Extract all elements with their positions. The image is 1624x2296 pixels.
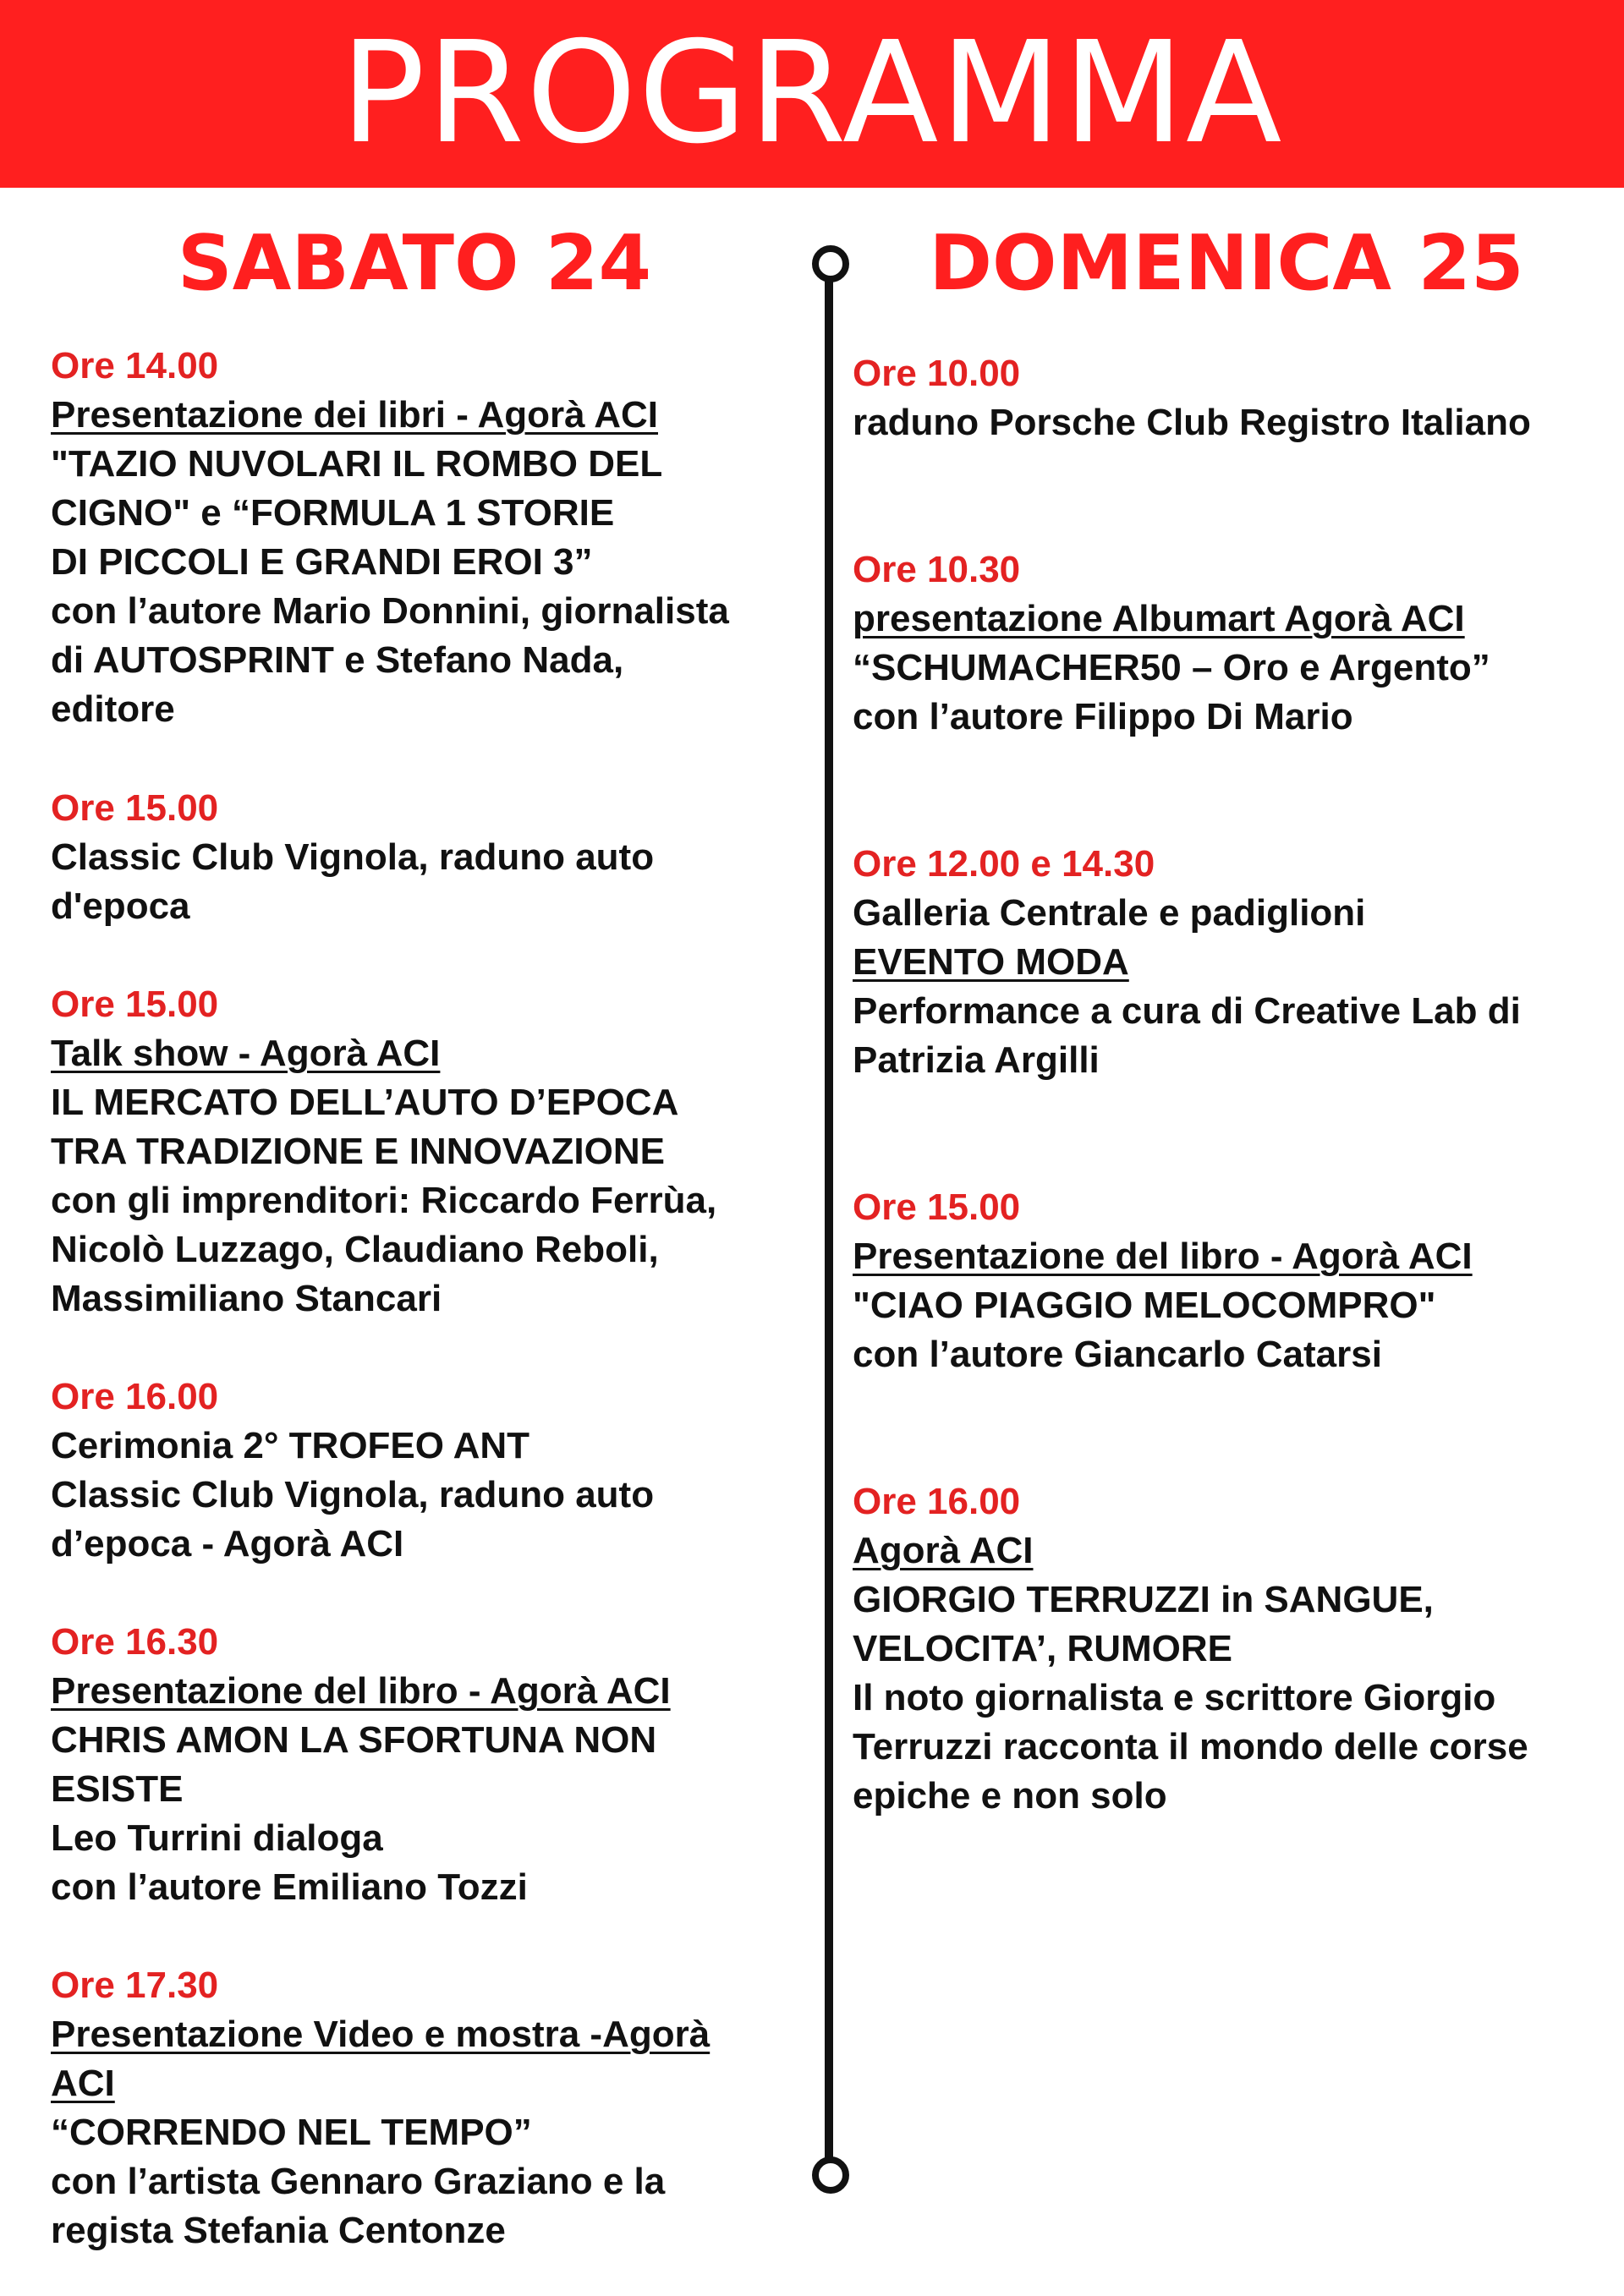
event-time: Ore 16.00	[853, 1481, 1021, 1522]
event-detail: "TAZIO NUVOLARI IL ROMBO DEL	[51, 443, 663, 485]
event-detail: con l’autore Emiliano Tozzi	[51, 1866, 528, 1908]
event-detail: Il noto giornalista e scrittore Giorgio	[853, 1677, 1496, 1718]
event-time: Ore 12.00 e 14.30	[853, 843, 1155, 885]
event-sunday-4	[853, 1183, 1614, 1379]
event-time: Ore 15.00	[853, 1186, 1021, 1228]
event-detail: con l’autore Filippo Di Mario	[853, 696, 1353, 737]
event-time: Ore 17.30	[51, 1964, 219, 2006]
event-detail: "CIAO PIAGGIO MELOCOMPRO"	[853, 1285, 1436, 1326]
event-detail: Classic Club Vignola, raduno auto	[51, 836, 655, 878]
event-detail: Classic Club Vignola, raduno auto	[51, 1474, 655, 1515]
event-saturday-4	[51, 1373, 812, 1569]
event-detail: DI PICCOLI E GRANDI EROI 3”	[51, 541, 593, 583]
event-headline: Agorà ACI	[853, 1530, 1034, 1571]
event-time: Ore 10.30	[853, 549, 1021, 590]
event-detail: Patrizia Argilli	[853, 1039, 1100, 1081]
event-detail: di AUTOSPRINT e Stefano Nada,	[51, 639, 624, 681]
event-time: Ore 15.00	[51, 984, 219, 1025]
event-saturday-6	[51, 1961, 812, 2255]
timeline-divider	[825, 260, 833, 2173]
event-detail: Nicolò Luzzago, Claudiano Reboli,	[51, 1229, 659, 1270]
event-detail: raduno Porsche Club Registro Italiano	[853, 402, 1531, 443]
event-detail: con l’autore Giancarlo Catarsi	[853, 1334, 1382, 1375]
event-time: Ore 16.30	[51, 1621, 219, 1663]
event-detail: con l’artista Gennaro Graziano e la	[51, 2161, 666, 2202]
event-detail: d’epoca - Agorà ACI	[51, 1523, 404, 1564]
event-headline: Presentazione dei libri - Agorà ACI	[51, 394, 658, 436]
event-headline: Talk show - Agorà ACI	[51, 1033, 441, 1074]
event-time: Ore 10.00	[853, 353, 1021, 394]
event-headline: Presentazione del libro - Agorà ACI	[853, 1236, 1473, 1277]
event-detail: Leo Turrini dialoga	[51, 1817, 383, 1859]
event-headline: Presentazione del libro - Agorà ACI	[51, 1670, 671, 1712]
event-sunday-1	[853, 349, 1614, 447]
event-detail: CIGNO" e “FORMULA 1 STORIE	[51, 492, 615, 534]
event-time: Ore 14.00	[51, 345, 219, 386]
event-detail: Galleria Centrale e padiglioni	[853, 892, 1366, 934]
event-saturday-3	[51, 980, 812, 1323]
page-title: PROGRAMMA	[340, 12, 1284, 175]
event-time: Ore 15.00	[51, 787, 219, 829]
event-detail: ESISTE	[51, 1768, 184, 1810]
event-detail: IL MERCATO DELL’AUTO D’EPOCA	[51, 1082, 679, 1123]
event-detail: Cerimonia 2° TROFEO ANT	[51, 1425, 530, 1466]
event-time: Ore 16.00	[51, 1376, 219, 1417]
event-detail: epiche e non solo	[853, 1775, 1167, 1817]
timeline-start-dot	[812, 245, 849, 282]
event-sunday-3	[853, 840, 1614, 1085]
event-headline-continued: ACI	[51, 2063, 115, 2104]
event-saturday-2	[51, 784, 812, 931]
event-detail: regista Stefania Centonze	[51, 2210, 506, 2251]
event-detail: con gli imprenditori: Riccardo Ferrùa,	[51, 1180, 717, 1221]
event-detail: Terruzzi racconta il mondo delle corse	[853, 1726, 1528, 1767]
event-saturday-1	[51, 342, 812, 734]
event-sunday-5	[853, 1477, 1614, 1821]
event-headline: Presentazione Video e mostra -Agorà	[51, 2014, 710, 2055]
event-detail: “SCHUMACHER50 – Oro e Argento”	[853, 647, 1490, 688]
event-detail: “CORRENDO NEL TEMPO”	[51, 2112, 532, 2153]
timeline-end-dot	[812, 2156, 849, 2194]
event-sunday-2	[853, 545, 1614, 742]
event-detail: d'epoca	[51, 885, 190, 927]
event-detail: CHRIS AMON LA SFORTUNA NON	[51, 1719, 657, 1761]
event-headline: EVENTO MODA	[853, 941, 1129, 983]
event-detail: Massimiliano Stancari	[51, 1278, 442, 1319]
event-detail: GIORGIO TERRUZZI in SANGUE,	[853, 1579, 1434, 1620]
event-saturday-5	[51, 1618, 812, 1912]
event-detail: VELOCITA’, RUMORE	[853, 1628, 1232, 1669]
event-detail: con l’autore Mario Donnini, giornalista	[51, 590, 729, 632]
header-banner	[0, 0, 1624, 188]
event-headline: presentazione Albumart Agorà ACI	[853, 598, 1465, 639]
day-title-saturday: SABATO 24	[177, 219, 652, 308]
event-detail: editore	[51, 688, 175, 730]
event-detail: Performance a cura di Creative Lab di	[853, 990, 1521, 1032]
day-title-sunday: DOMENICA 25	[929, 219, 1524, 308]
event-detail: TRA TRADIZIONE E INNOVAZIONE	[51, 1131, 665, 1172]
